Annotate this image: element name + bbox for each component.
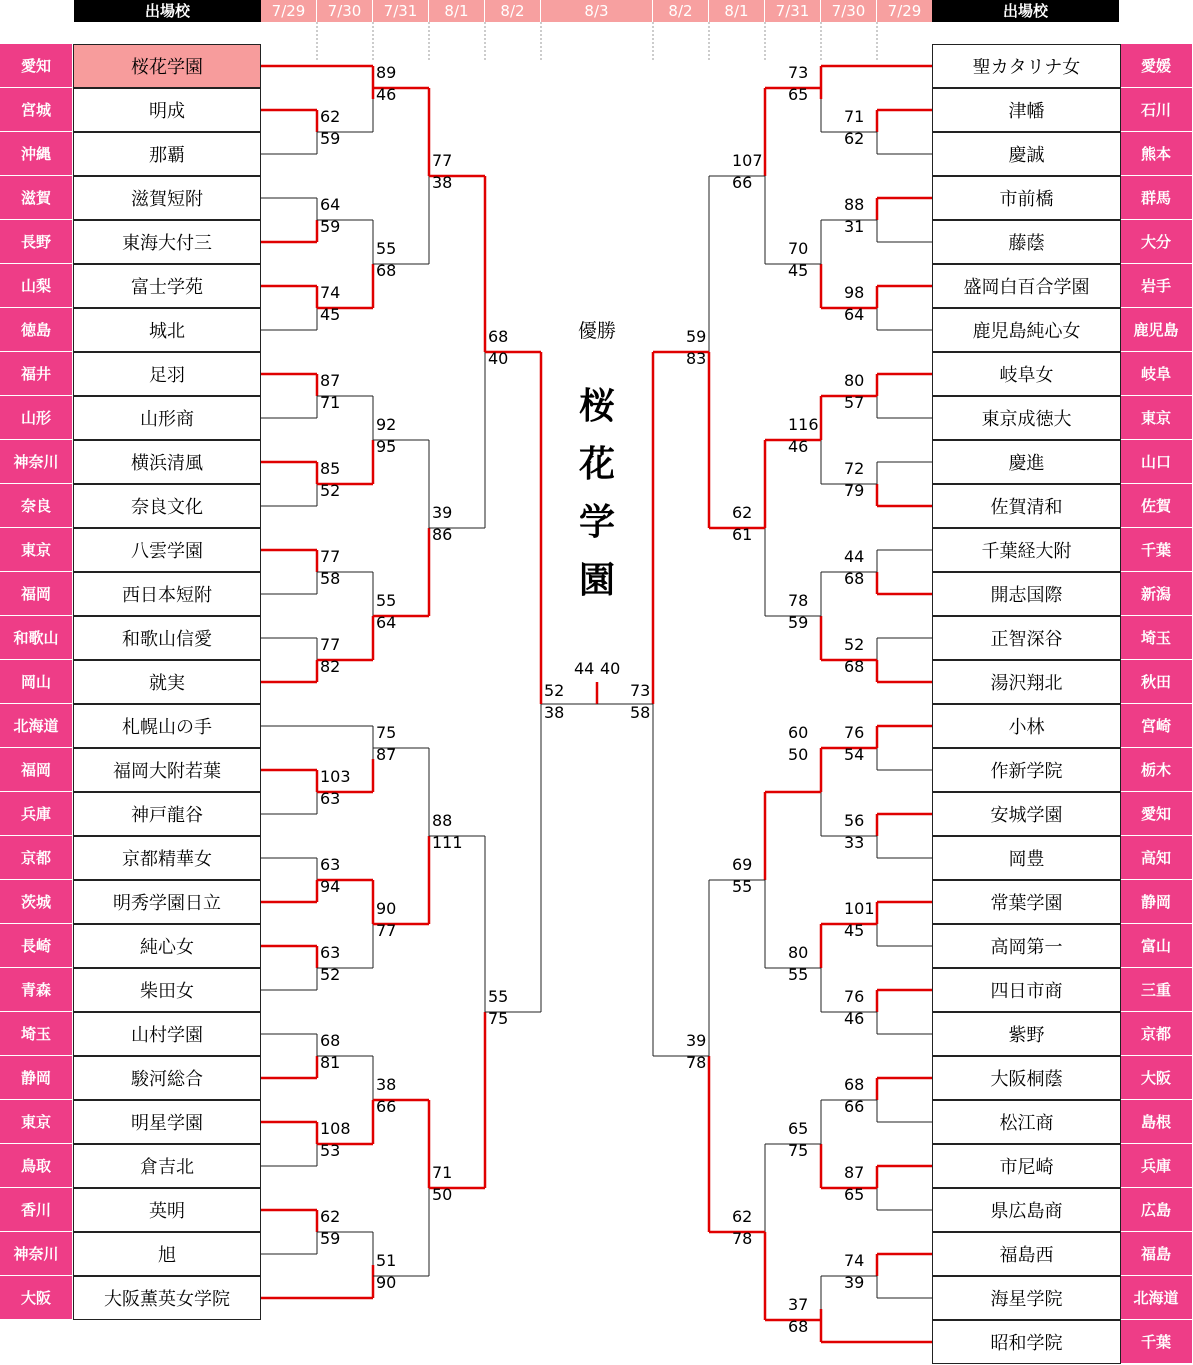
date-header-right-2: 8/1 (709, 0, 764, 22)
left-team-school: 倉吉北 (73, 1144, 261, 1188)
score-right-r1: 64 (844, 305, 865, 324)
score-right-r1: 101 (844, 899, 875, 918)
date-header-left-5: 8/2 (485, 0, 540, 22)
score-right-r2: 116 (788, 415, 819, 434)
score-right-r1: 80 (844, 371, 865, 390)
right-team-prefecture: 北海道 (1120, 1276, 1192, 1320)
score-right-semi: 58 (630, 703, 651, 722)
score-left-r1: 81 (320, 1053, 341, 1072)
score-right-r2: 75 (788, 1141, 809, 1160)
right-team-school: 紫野 (932, 1012, 1121, 1056)
score-left-r2: 87 (376, 745, 397, 764)
right-team-school: 海星学院 (932, 1276, 1121, 1320)
score-right-r3: 66 (732, 173, 753, 192)
score-left-r4: 75 (488, 1009, 509, 1028)
left-team-prefecture: 神奈川 (0, 1232, 72, 1276)
score-left-r2: 89 (376, 63, 397, 82)
left-team-school: 横浜清風 (73, 440, 261, 484)
score-left-r1: 77 (320, 635, 341, 654)
score-left-r2: 77 (376, 921, 397, 940)
score-right-r2: 50 (788, 745, 809, 764)
right-team-school: 鹿児島純心女 (932, 308, 1121, 352)
score-left-r3: 39 (432, 503, 453, 522)
left-team-prefecture: 神奈川 (0, 440, 72, 484)
score-right-r1: 76 (844, 723, 865, 742)
score-left-r2: 68 (376, 261, 397, 280)
right-team-prefecture: 宮崎 (1120, 704, 1192, 748)
score-right-r1: 31 (844, 217, 865, 236)
score-right-r3: 62 (732, 1207, 753, 1226)
score-right-r1: 68 (844, 657, 865, 676)
score-right-r1: 76 (844, 987, 865, 1006)
score-left-r1: 63 (320, 789, 341, 808)
score-right-r1: 45 (844, 921, 865, 940)
score-left-r1: 77 (320, 547, 341, 566)
left-team-school: 京都精華女 (73, 836, 261, 880)
date-header-right-1: 8/2 (653, 0, 708, 22)
score-right-r1: 52 (844, 635, 865, 654)
date-header-left-4: 8/1 (429, 0, 484, 22)
score-left-r1: 62 (320, 1207, 341, 1226)
score-right-r1: 68 (844, 1075, 865, 1094)
date-header-right-5: 7/29 (877, 0, 932, 22)
left-team-school: 和歌山信愛 (73, 616, 261, 660)
score-right-r1: 72 (844, 459, 865, 478)
score-left-r1: 82 (320, 657, 341, 676)
left-team-school: 山村学園 (73, 1012, 261, 1056)
score-right-r2: 37 (788, 1295, 809, 1314)
score-right-r4: 78 (686, 1053, 707, 1072)
right-team-school: 大阪桐蔭 (932, 1056, 1121, 1100)
left-team-prefecture: 徳島 (0, 308, 72, 352)
left-team-school: 駿河総合 (73, 1056, 261, 1100)
score-right-semi: 73 (630, 681, 651, 700)
left-team-school: 那覇 (73, 132, 261, 176)
score-left-r2: 51 (376, 1251, 397, 1270)
left-team-prefecture: 福井 (0, 352, 72, 396)
right-team-prefecture: 大分 (1120, 220, 1192, 264)
score-left-r1: 63 (320, 943, 341, 962)
score-right-r1: 46 (844, 1009, 865, 1028)
score-right-r3: 78 (732, 1229, 753, 1248)
left-team-school: 英明 (73, 1188, 261, 1232)
left-team-prefecture: 埼玉 (0, 1012, 72, 1056)
score-right-r1: 74 (844, 1251, 865, 1270)
score-right-r1: 87 (844, 1163, 865, 1182)
right-team-prefecture: 秋田 (1120, 660, 1192, 704)
right-team-school: 開志国際 (932, 572, 1121, 616)
score-right-r3: 55 (732, 877, 753, 896)
right-team-prefecture: 埼玉 (1120, 616, 1192, 660)
score-right-r1: 44 (844, 547, 865, 566)
right-team-prefecture: 兵庫 (1120, 1144, 1192, 1188)
score-left-r4: 55 (488, 987, 509, 1006)
right-team-prefecture: 三重 (1120, 968, 1192, 1012)
score-left-r2: 64 (376, 613, 397, 632)
left-team-school: 札幌山の手 (73, 704, 261, 748)
score-right-r3: 107 (732, 151, 763, 170)
right-team-school: 安城学園 (932, 792, 1121, 836)
score-left-r1: 52 (320, 965, 341, 984)
left-team-school: 山形商 (73, 396, 261, 440)
right-team-school: 常葉学園 (932, 880, 1121, 924)
score-right-r1: 98 (844, 283, 865, 302)
left-team-prefecture: 長崎 (0, 924, 72, 968)
score-right-r4: 59 (686, 327, 707, 346)
score-left-r2: 66 (376, 1097, 397, 1116)
right-team-school: 高岡第一 (932, 924, 1121, 968)
right-team-school: 小林 (932, 704, 1121, 748)
right-team-prefecture: 千葉 (1120, 528, 1192, 572)
score-left-r2: 95 (376, 437, 397, 456)
score-right-r2: 45 (788, 261, 809, 280)
left-team-school: 明秀学園日立 (73, 880, 261, 924)
date-header-left-3: 7/31 (373, 0, 428, 22)
score-right-r3: 62 (732, 503, 753, 522)
right-team-school: 市前橋 (932, 176, 1121, 220)
score-right-r2: 60 (788, 723, 809, 742)
left-team-prefecture: 鳥取 (0, 1144, 72, 1188)
champion-name (570, 378, 624, 610)
left-team-school: 神戸龍谷 (73, 792, 261, 836)
score-right-r1: 33 (844, 833, 865, 852)
right-team-school: 盛岡白百合学園 (932, 264, 1121, 308)
right-team-prefecture: 富山 (1120, 924, 1192, 968)
date-header-final: 8/3 (541, 0, 652, 22)
left-team-prefecture: 奈良 (0, 484, 72, 528)
left-team-school: 大阪薫英女学院 (73, 1276, 261, 1320)
right-team-prefecture: 千葉 (1120, 1320, 1192, 1364)
score-right-r1: 68 (844, 569, 865, 588)
left-team-school: 柴田女 (73, 968, 261, 1012)
score-left-semi: 38 (544, 703, 565, 722)
score-left-r2: 92 (376, 415, 397, 434)
score-left-r1: 64 (320, 195, 341, 214)
score-right-r2: 65 (788, 85, 809, 104)
score-left-r1: 59 (320, 1229, 341, 1248)
left-team-prefecture: 青森 (0, 968, 72, 1012)
left-team-school: 旭 (73, 1232, 261, 1276)
right-team-prefecture: 高知 (1120, 836, 1192, 880)
score-right-r1: 66 (844, 1097, 865, 1116)
left-team-prefecture: 宮城 (0, 88, 72, 132)
score-left-r1: 103 (320, 767, 351, 786)
score-right-r2: 68 (788, 1317, 809, 1336)
left-team-prefecture: 和歌山 (0, 616, 72, 660)
score-right-r2: 55 (788, 965, 809, 984)
left-team-school: 城北 (73, 308, 261, 352)
right-team-prefecture: 広島 (1120, 1188, 1192, 1232)
right-team-school: 湯沢翔北 (932, 660, 1121, 704)
score-right-r2: 59 (788, 613, 809, 632)
right-team-prefecture: 岩手 (1120, 264, 1192, 308)
score-left-r3: 86 (432, 525, 453, 544)
left-team-prefecture: 東京 (0, 1100, 72, 1144)
score-left-r2: 90 (376, 899, 397, 918)
right-team-prefecture: 山口 (1120, 440, 1192, 484)
left-team-prefecture: 静岡 (0, 1056, 72, 1100)
score-left-r1: 108 (320, 1119, 351, 1138)
score-right-r3: 69 (732, 855, 753, 874)
score-left-r2: 38 (376, 1075, 397, 1094)
champion-char: 花 (578, 444, 615, 485)
left-team-school: 福岡大附若葉 (73, 748, 261, 792)
score-left-r2: 55 (376, 591, 397, 610)
left-team-prefecture: 京都 (0, 836, 72, 880)
right-team-prefecture: 福島 (1120, 1232, 1192, 1276)
champion-char: 桜 (578, 386, 615, 427)
left-team-prefecture: 山梨 (0, 264, 72, 308)
right-team-school: 作新学院 (932, 748, 1121, 792)
right-team-prefecture: 愛知 (1120, 792, 1192, 836)
left-team-prefecture: 福岡 (0, 572, 72, 616)
right-team-school: 正智深谷 (932, 616, 1121, 660)
right-team-prefecture: 熊本 (1120, 132, 1192, 176)
right-team-prefecture: 愛媛 (1120, 44, 1192, 88)
score-left-r3: 111 (432, 833, 463, 852)
left-team-school: 就実 (73, 660, 261, 704)
date-header-left-2: 7/30 (317, 0, 372, 22)
right-header-title: 出場校 (932, 0, 1119, 22)
score-left-semi: 52 (544, 681, 565, 700)
right-team-school: 岐阜女 (932, 352, 1121, 396)
right-team-prefecture: 鹿児島 (1120, 308, 1192, 352)
score-left-r1: 58 (320, 569, 341, 588)
right-team-school: 聖カタリナ女 (932, 44, 1121, 88)
left-team-school: 明星学園 (73, 1100, 261, 1144)
score-right-r1: 79 (844, 481, 865, 500)
score-right-r4: 83 (686, 349, 707, 368)
champion-char: 学 (578, 502, 615, 543)
left-team-school: 滋賀短附 (73, 176, 261, 220)
right-team-prefecture: 群馬 (1120, 176, 1192, 220)
right-team-school: 岡豊 (932, 836, 1121, 880)
score-left-r1: 87 (320, 371, 341, 390)
score-left-r2: 46 (376, 85, 397, 104)
date-header-right-3: 7/31 (765, 0, 820, 22)
right-team-school: 市尼崎 (932, 1144, 1121, 1188)
score-left-r1: 85 (320, 459, 341, 478)
score-left-r1: 62 (320, 107, 341, 126)
right-team-prefecture: 佐賀 (1120, 484, 1192, 528)
left-team-prefecture: 茨城 (0, 880, 72, 924)
right-team-prefecture: 岐阜 (1120, 352, 1192, 396)
score-left-r1: 68 (320, 1031, 341, 1050)
left-team-prefecture: 長野 (0, 220, 72, 264)
score-left-r3: 38 (432, 173, 453, 192)
score-right-r3: 61 (732, 525, 753, 544)
score-left-r1: 53 (320, 1141, 341, 1160)
right-team-school: 福島西 (932, 1232, 1121, 1276)
score-right-r2: 65 (788, 1119, 809, 1138)
left-team-prefecture: 福岡 (0, 748, 72, 792)
score-right-r1: 57 (844, 393, 865, 412)
left-team-prefecture: 大阪 (0, 1276, 72, 1320)
right-team-school: 昭和学院 (932, 1320, 1121, 1364)
score-left-r3: 71 (432, 1163, 453, 1182)
score-right-r2: 46 (788, 437, 809, 456)
score-left-r3: 77 (432, 151, 453, 170)
left-team-prefecture: 滋賀 (0, 176, 72, 220)
score-left-r2: 75 (376, 723, 397, 742)
date-header-left-1: 7/29 (261, 0, 316, 22)
score-left-r4: 68 (488, 327, 509, 346)
right-team-school: 慶進 (932, 440, 1121, 484)
left-team-school: 純心女 (73, 924, 261, 968)
right-team-school: 千葉経大附 (932, 528, 1121, 572)
score-left-r1: 45 (320, 305, 341, 324)
score-left-r1: 59 (320, 217, 341, 236)
left-team-prefecture: 北海道 (0, 704, 72, 748)
score-right-r2: 70 (788, 239, 809, 258)
right-team-prefecture: 新潟 (1120, 572, 1192, 616)
left-team-prefecture: 岡山 (0, 660, 72, 704)
score-left-r1: 59 (320, 129, 341, 148)
score-left-r3: 88 (432, 811, 453, 830)
score-right-r1: 88 (844, 195, 865, 214)
score-right-r1: 65 (844, 1185, 865, 1204)
right-team-school: 県広島商 (932, 1188, 1121, 1232)
score-right-r1: 54 (844, 745, 865, 764)
score-right-r1: 39 (844, 1273, 865, 1292)
left-team-school: 足羽 (73, 352, 261, 396)
score-left-r3: 50 (432, 1185, 453, 1204)
score-right-r4: 39 (686, 1031, 707, 1050)
score-final: 44 (574, 659, 595, 678)
right-team-prefecture: 京都 (1120, 1012, 1192, 1056)
score-left-r4: 40 (488, 349, 509, 368)
right-team-prefecture: 静岡 (1120, 880, 1192, 924)
left-team-school: 桜花学園 (73, 44, 261, 88)
right-team-prefecture: 東京 (1120, 396, 1192, 440)
date-header-right-4: 7/30 (821, 0, 876, 22)
score-left-r1: 71 (320, 393, 341, 412)
score-left-r2: 90 (376, 1273, 397, 1292)
right-team-school: 慶誠 (932, 132, 1121, 176)
left-team-school: 八雲学園 (73, 528, 261, 572)
left-team-school: 富士学苑 (73, 264, 261, 308)
left-team-prefecture: 香川 (0, 1188, 72, 1232)
score-right-r2: 78 (788, 591, 809, 610)
right-team-school: 東京成徳大 (932, 396, 1121, 440)
right-team-school: 佐賀清和 (932, 484, 1121, 528)
right-team-school: 四日市商 (932, 968, 1121, 1012)
score-left-r1: 63 (320, 855, 341, 874)
right-team-school: 松江商 (932, 1100, 1121, 1144)
score-right-r1: 56 (844, 811, 865, 830)
left-team-prefecture: 東京 (0, 528, 72, 572)
right-team-school: 津幡 (932, 88, 1121, 132)
champion-label: 優勝 (577, 320, 616, 342)
left-team-prefecture: 兵庫 (0, 792, 72, 836)
left-team-school: 奈良文化 (73, 484, 261, 528)
right-team-school: 藤蔭 (932, 220, 1121, 264)
right-team-prefecture: 島根 (1120, 1100, 1192, 1144)
score-right-r2: 73 (788, 63, 809, 82)
score-right-r1: 62 (844, 129, 865, 148)
score-right-r2: 80 (788, 943, 809, 962)
left-team-school: 西日本短附 (73, 572, 261, 616)
score-right-r1: 71 (844, 107, 865, 126)
score-left-r2: 55 (376, 239, 397, 258)
score-left-r1: 52 (320, 481, 341, 500)
score-final: 40 (600, 659, 621, 678)
right-team-prefecture: 石川 (1120, 88, 1192, 132)
left-header-title: 出場校 (74, 0, 261, 22)
score-left-r1: 94 (320, 877, 341, 896)
left-team-prefecture: 沖縄 (0, 132, 72, 176)
left-team-prefecture: 山形 (0, 396, 72, 440)
left-team-school: 明成 (73, 88, 261, 132)
left-team-school: 東海大付三 (73, 220, 261, 264)
score-left-r1: 74 (320, 283, 341, 302)
right-team-prefecture: 栃木 (1120, 748, 1192, 792)
left-team-prefecture: 愛知 (0, 44, 72, 88)
right-team-prefecture: 大阪 (1120, 1056, 1192, 1100)
champion-char: 園 (578, 560, 615, 601)
